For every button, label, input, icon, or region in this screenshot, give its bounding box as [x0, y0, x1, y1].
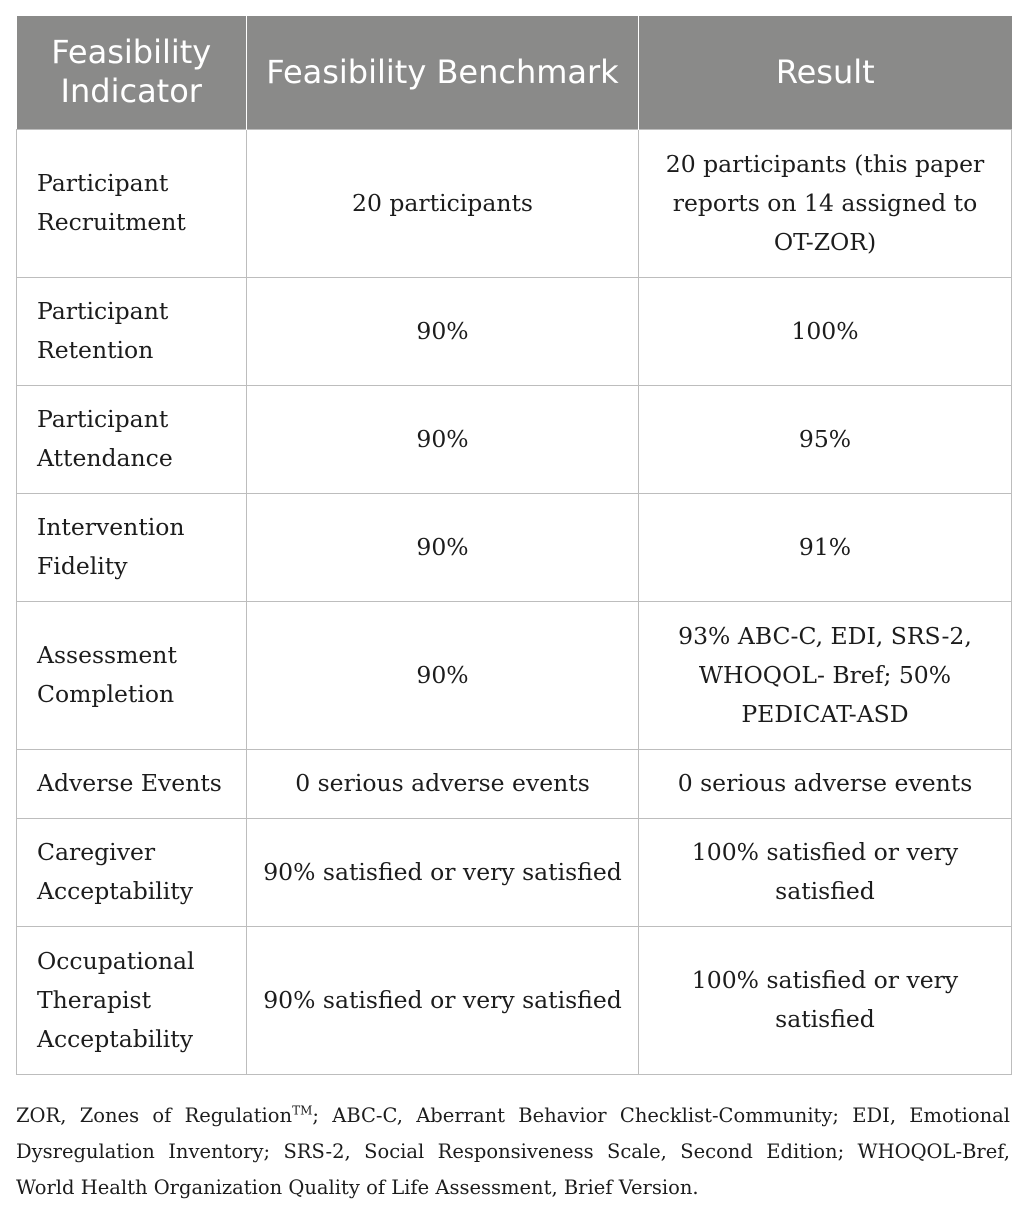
indicator-cell: Intervention Fidelity [17, 493, 247, 601]
indicator-cell: Assessment Completion [17, 601, 247, 749]
benchmark-cell: 90% [247, 385, 639, 493]
table-row [17, 926, 1012, 1074]
benchmark-cell: 90% [247, 601, 639, 749]
table-header-row [17, 16, 1012, 129]
benchmark-cell: 90% satisfied or very satisfied [247, 818, 639, 926]
feasibility-table [16, 16, 1012, 1075]
benchmark-cell: 0 serious adverse events [247, 749, 639, 818]
table-row [17, 277, 1012, 385]
table-row [17, 493, 1012, 601]
table-footnote [16, 1098, 1010, 1206]
table-row [17, 818, 1012, 926]
feasibility-table-container [16, 16, 1011, 1075]
table-row [17, 601, 1012, 749]
benchmark-cell: 90% [247, 493, 639, 601]
indicator-cell: Adverse Events [17, 749, 247, 818]
indicator-cell: Participant Attendance [17, 385, 247, 493]
table-row [17, 749, 1012, 818]
result-cell: 93% ABC-C, EDI, SRS-2, WHOQOL- Bref; 50% PEDICAT-ASD [639, 601, 1012, 749]
footnote-abbreviations: ; ABC-C, Aberrant Behavior Checklist-Community; EDI, Emotional Dysregulation Inventory; SRS-2, Social Responsiveness Scale, Second Edition; WHOQOL-Bref, World Health Organization Quality of Life Assessment, Brief Version. [16, 1103, 1010, 1199]
result-cell: 100% satisfied or very satisfied [639, 818, 1012, 926]
indicator-cell: Occupational Therapist Acceptability [17, 926, 247, 1074]
result-cell: 0 serious adverse events [639, 749, 1012, 818]
result-cell: 91% [639, 493, 1012, 601]
footnote-zor: ZOR, Zones of Regulation [16, 1103, 293, 1127]
result-cell: 100% [639, 277, 1012, 385]
table-row [17, 129, 1012, 277]
table-row [17, 385, 1012, 493]
header-result: Result [639, 16, 1012, 129]
header-benchmark: Feasibility Benchmark [247, 16, 639, 129]
result-cell: 20 participants (this paper reports on 14 assigned to OT-ZOR) [639, 129, 1012, 277]
indicator-cell: Caregiver Acceptability [17, 818, 247, 926]
indicator-cell: Participant Recruitment [17, 129, 247, 277]
benchmark-cell: 90% satisfied or very satisfied [247, 926, 639, 1074]
result-cell: 95% [639, 385, 1012, 493]
result-cell: 100% satisfied or very satisfied [639, 926, 1012, 1074]
benchmark-cell: 20 participants [247, 129, 639, 277]
benchmark-cell: 90% [247, 277, 639, 385]
indicator-cell: Participant Retention [17, 277, 247, 385]
trademark-superscript: TM [292, 1103, 313, 1117]
header-indicator: Feasibility Indicator [17, 16, 247, 129]
